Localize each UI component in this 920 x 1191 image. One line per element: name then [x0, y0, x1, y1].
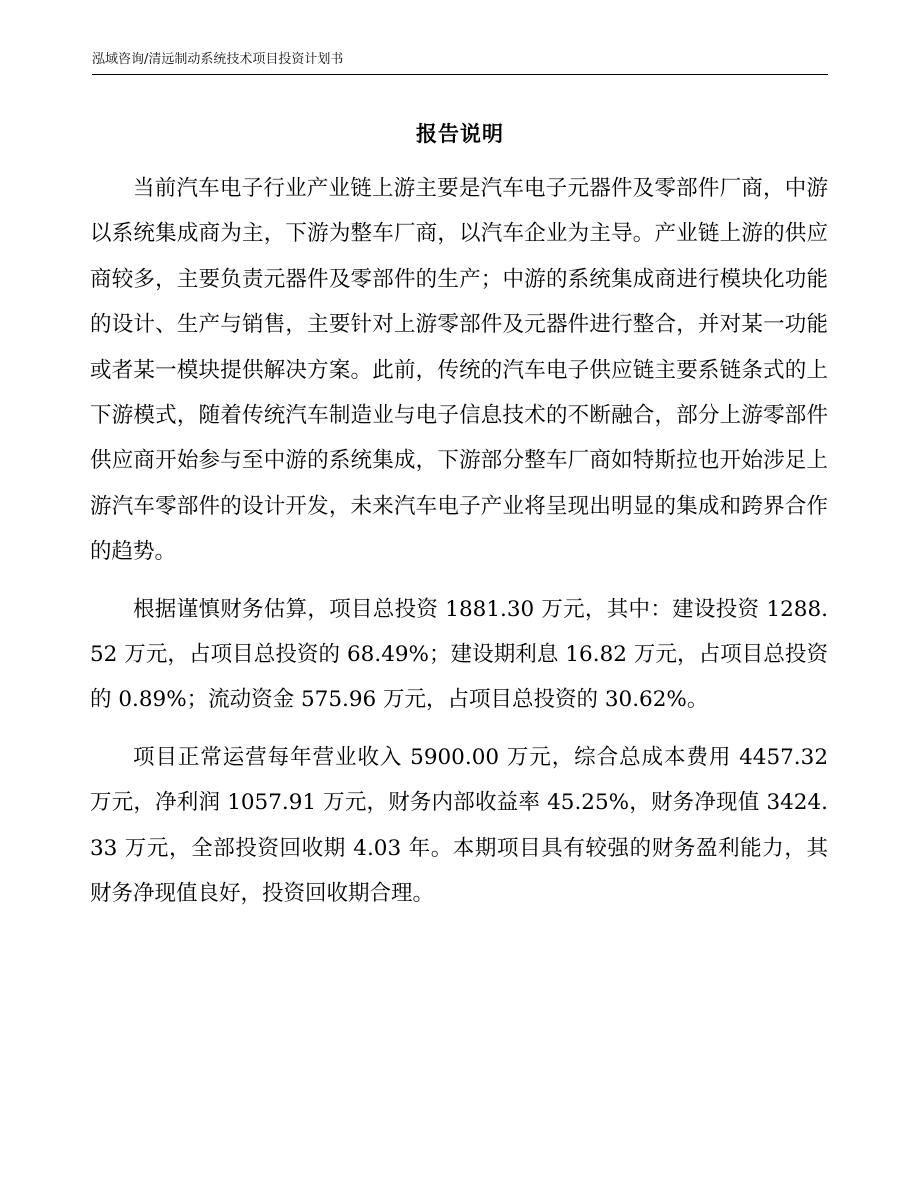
header-rule [92, 74, 828, 75]
paragraph-industry-chain: 当前汽车电子行业产业链上游主要是汽车电子元器件及零部件厂商，中游以系统集成商为主，下游为整车厂商，以汽车企业为主导。产业链上游的供应商较多，主要负责元器件及零部件的生产；中游的系统集成商进行模块化功能的设计、生产与销售，主要针对上游零部件及元器件进行整合，并对某一功能或者某一模块提供解决方案。此前，传统的汽车电子供应链主要系链条式的上下游模式，随着传统汽车制造业与电子信息技术的不断融合，部分上游零部件供应商开始参与至中游的系统集成，下游部分整车厂商如特斯拉也开始涉足上游汽车零部件的设计开发，未来汽车电子产业将呈现出明显的集成和跨界合作的趋势。 [90, 176, 828, 565]
section-title: 报告说明 [416, 122, 504, 146]
document-body [90, 166, 828, 917]
paragraph-financials: 项目正常运营每年营业收入 5900.00 万元，综合总成本费用 4457.32 万元，净利润 1057.91 万元，财务内部收益率 45.25%，财务净现值 3424.33 万元，全部投资回收期 4.03 年。本期项目具有较强的财务盈利能力，其财务净现值良好，投资回收期合理。 [90, 744, 828, 907]
paragraph-investment: 根据谨慎财务估算，项目总投资 1881.30 万元，其中：建设投资 1288.52 万元，占项目总投资的 68.49%；建设期利息 16.82 万元，占项目总投资的 0.89%；流动资金 575.96 万元，占项目总投资的 30.62%。 [90, 596, 828, 713]
running-header: 泓域咨询/清远制动系统技术项目投资计划书 [92, 52, 344, 67]
